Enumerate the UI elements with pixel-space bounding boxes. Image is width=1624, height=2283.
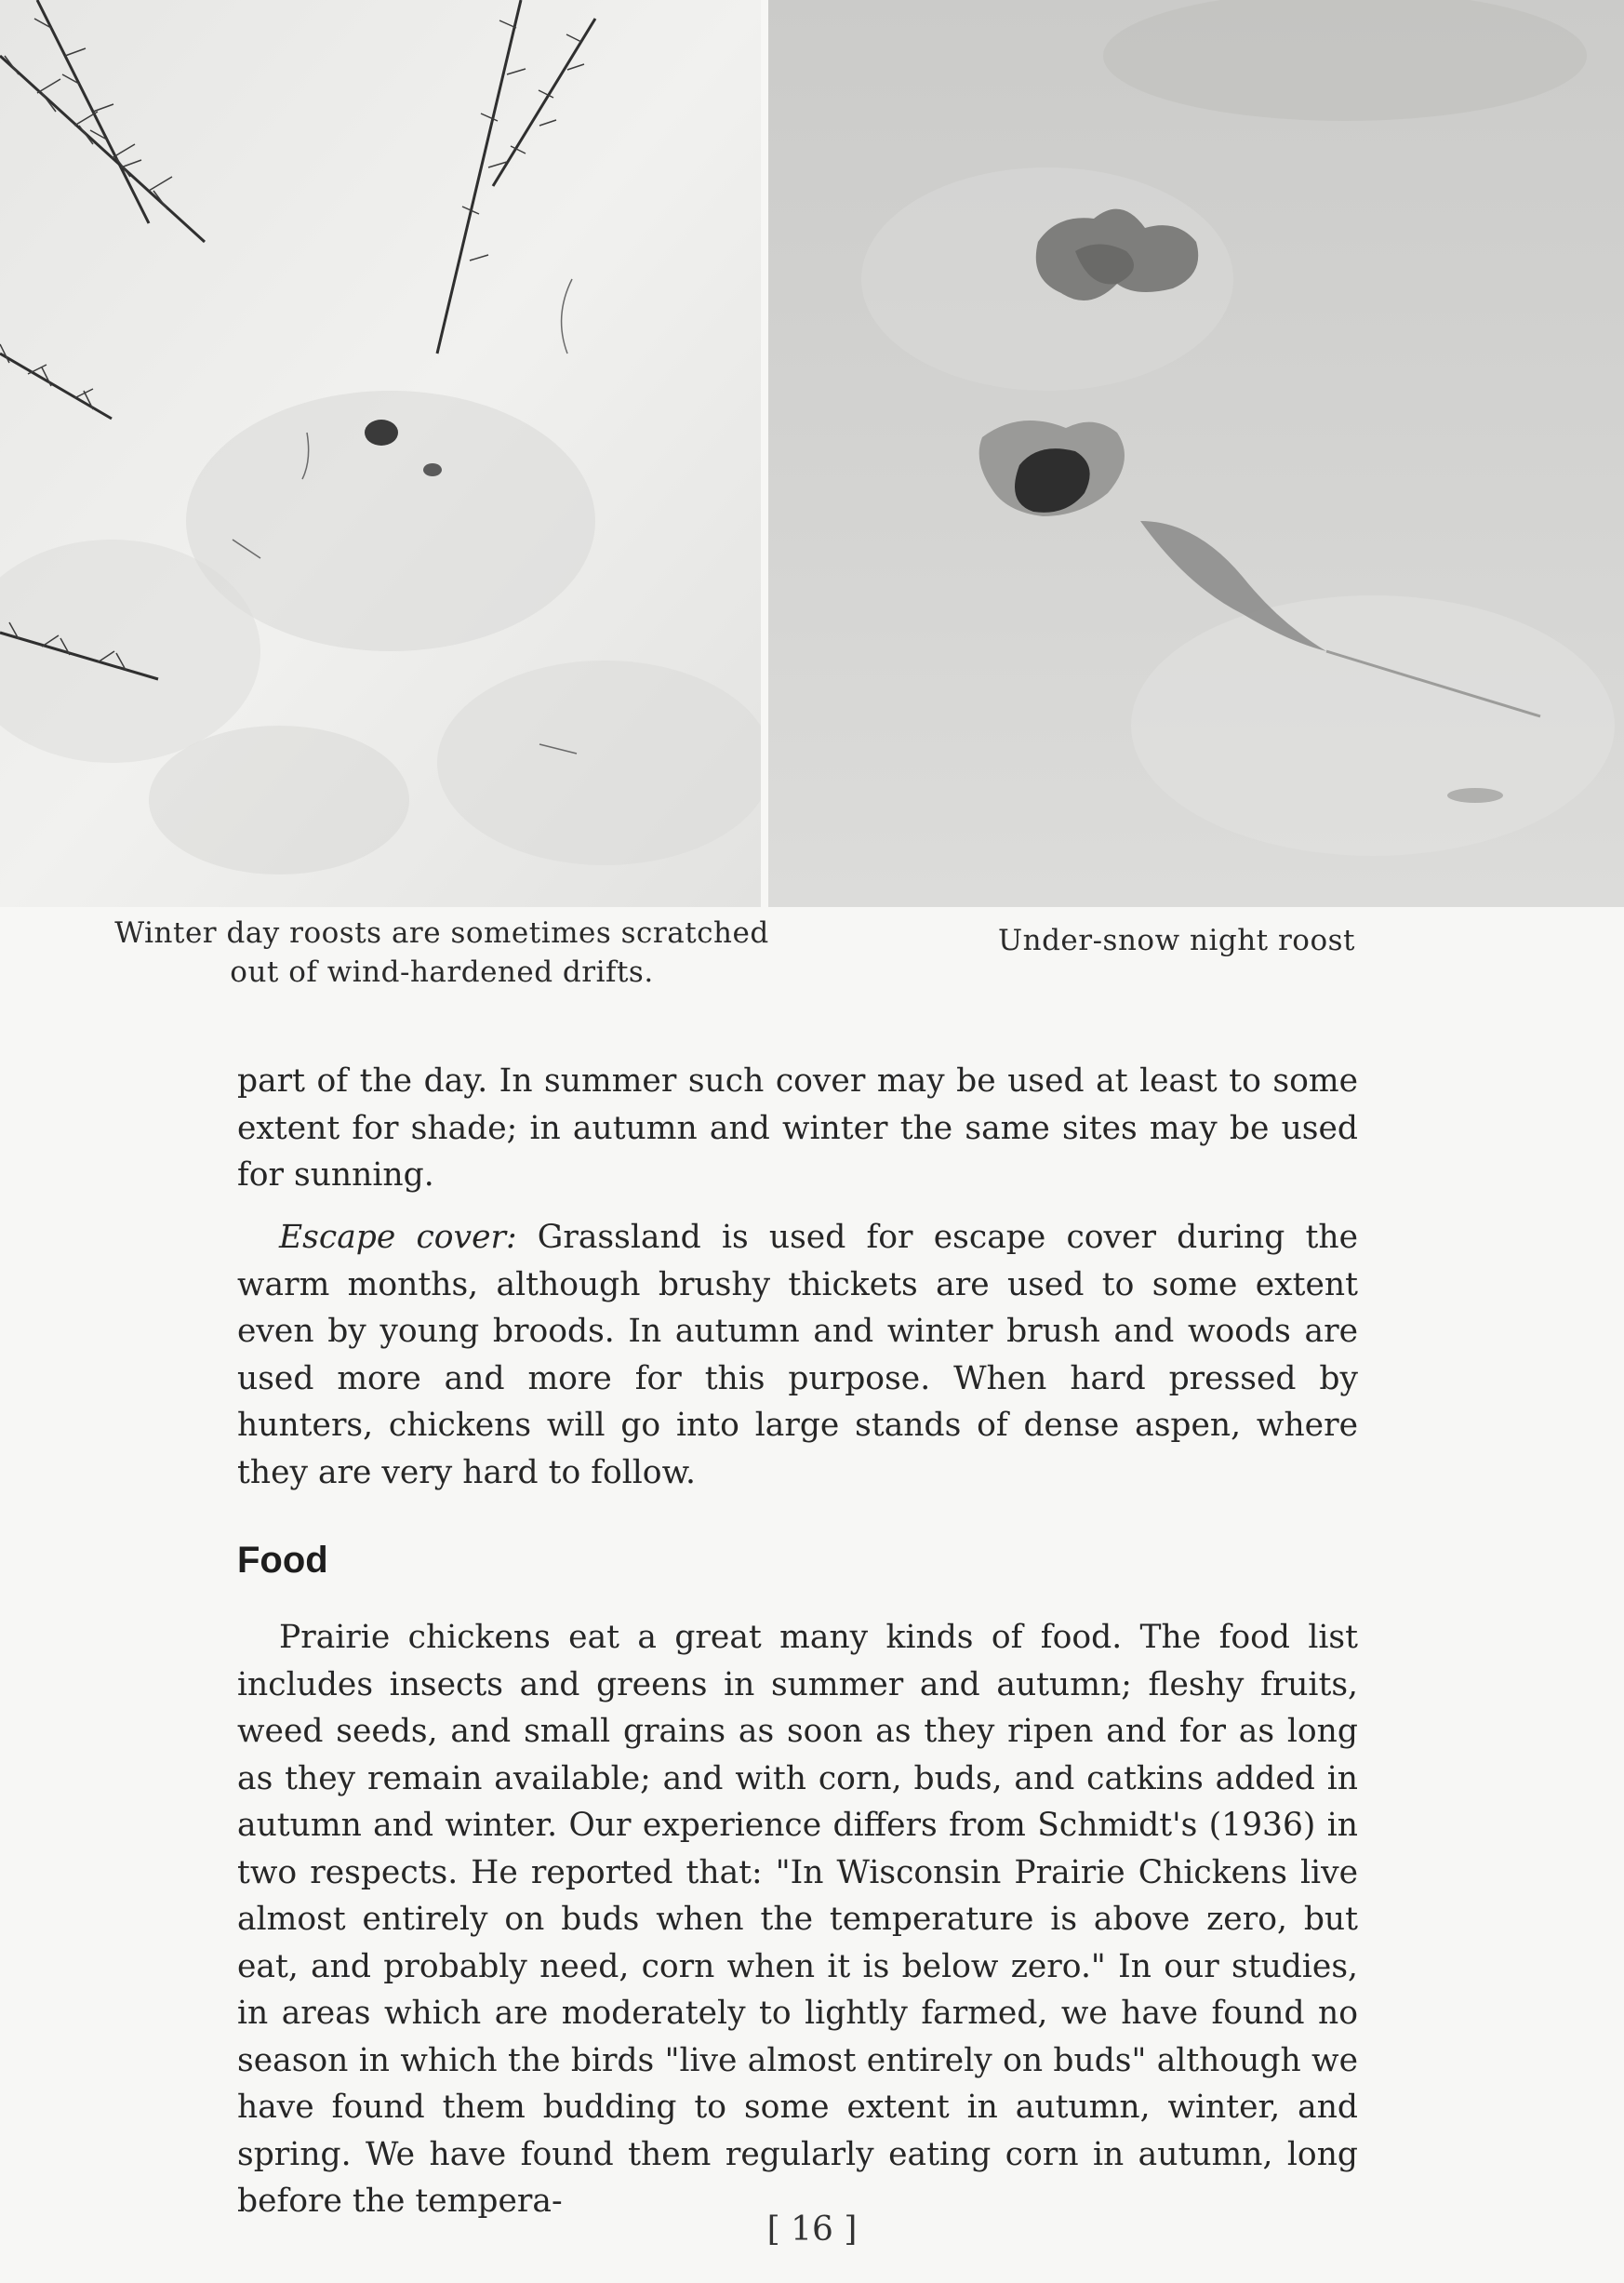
photo-night-roost [768,0,1624,907]
snow-branches-image [0,0,761,907]
paragraph-escape-cover [237,1214,1358,1496]
snow-hole-image [768,0,1624,907]
caption-night-roost: Under-snow night roost [997,924,1355,957]
page-number: [ 16 ] [766,2210,858,2249]
paragraph-food: Prairie chickens eat a great many kinds of food. The food list includes insects and greens in summer and autumn; fleshy fruits, weed seeds, and small grains as soon as they ripen and for as long as they remain available; and with corn, buds, and catkins added in autumn and winter. Our experience differs from Schmidt's (1936) in two respects. He reported that: "In Wisconsin Prairie Chickens live almost entirely on buds when the temperature is above zero, but eat, and probably need, corn when it is below zero." In our studies, in areas which are moderately to lightly farmed, we have found no season in which the birds "live almost entirely on buds" although we have found them budding to some extent in autumn, winter, and spring. We have found them regularly eating corn in autumn, long before the tempera- [237,1619,1358,2220]
section-heading-food: Food [237,1540,328,1581]
photo-day-roost [0,0,761,907]
paragraph-continued: part of the day. In summer such cover may be used at least to some extent for shade; in autumn and winter the same sites may be used for sunning. [237,1062,1358,1194]
caption-day-roost: Winter day roosts are sometimes scratched out of wind-hardened drifts. [114,916,769,989]
photo-row [0,0,1624,912]
escape-cover-text: Grassland is used for escape cover during the warm months, although brushy thickets are used to some extent even by young broods. In autumn and winter brush and woods are used more and more for this purpose. When hard pressed by hunters, chickens will go into large stands of dense aspen, where they are very hard to follow. [237,1219,1358,1491]
term-escape-cover: Escape cover: [279,1219,517,1256]
